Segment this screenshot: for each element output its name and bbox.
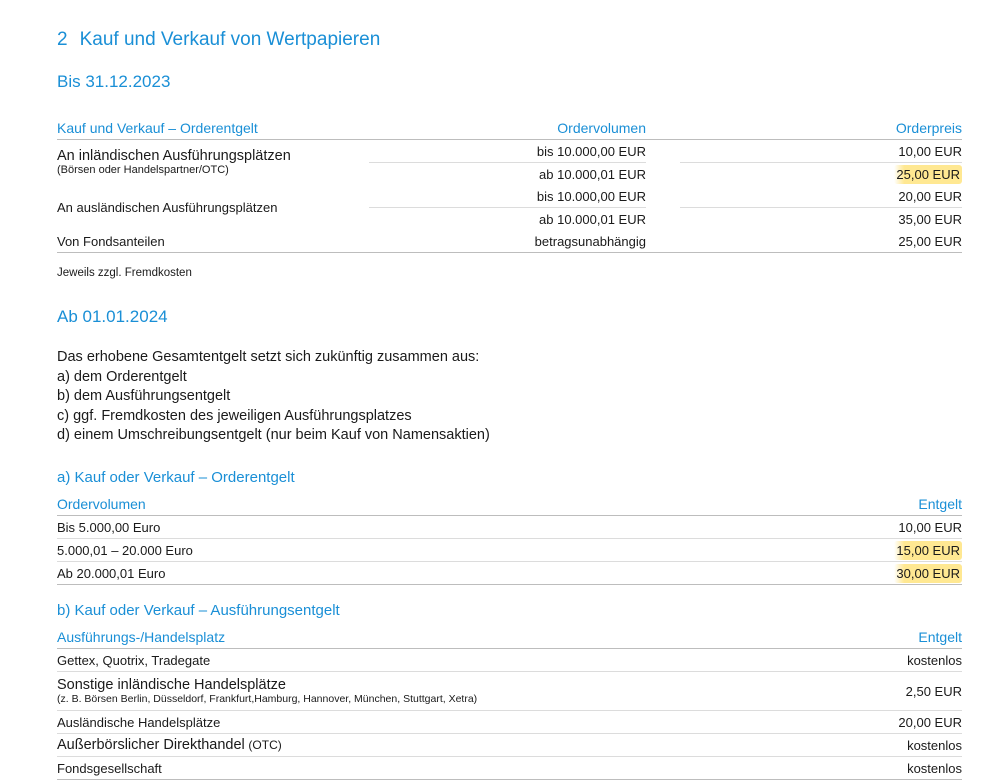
table-header-row (57, 493, 962, 516)
column-header-venue: Ausführungs-/Handelsplatz (57, 626, 843, 649)
row-value: 20,00 EUR (843, 711, 962, 734)
table-b-title: b) Kauf oder Verkauf – Ausführungsentgelt (57, 602, 340, 619)
row-label: 5.000,01 – 20.000 Euro (57, 539, 661, 562)
table-row (57, 539, 962, 562)
column-header-price: Orderpreis (680, 117, 962, 140)
period2-heading: Ab 01.01.2024 (57, 307, 168, 326)
group-domestic-label: An inländischen Ausführungsplätzen (Börsen oder Handelspartner/OTC) (57, 140, 369, 186)
price-cell-highlighted: 25,00 EUR (896, 166, 960, 182)
row-label-suffix: (OTC) (248, 738, 282, 752)
row-label: Ausländische Handelsplätze (57, 711, 843, 734)
table-row (57, 734, 962, 757)
intro-paragraph (57, 348, 490, 446)
volume-cell: ab 10.000,01 EUR (539, 211, 646, 227)
price-cell: 20,00 EUR (680, 185, 962, 208)
row-value: kostenlos (843, 734, 962, 757)
row-value-highlighted: 15,00 EUR (896, 542, 960, 558)
row-value: 2,50 EUR (843, 672, 962, 711)
table-header-row (57, 626, 962, 649)
volume-cell: ab 10.000,01 EUR (539, 166, 646, 182)
table-row (57, 185, 962, 208)
column-header-volume: Ordervolumen (57, 493, 661, 516)
table-a-title: a) Kauf oder Verkauf – Orderentgelt (57, 469, 295, 486)
list-item: a) dem Orderentgelt (57, 368, 187, 385)
row-label: Ab 20.000,01 Euro (57, 562, 661, 585)
row-label: Sonstige inländische Handelsplätze (z. B. Börsen Berlin, Düsseldorf, Frankfurt,Hamburg, Hannover, München, Stuttgart, Xetra) (57, 672, 843, 711)
group-foreign-label: An ausländischen Ausführungsplätzen (57, 200, 278, 215)
table-row (57, 757, 962, 780)
column-header-category: Kauf und Verkauf – Orderentgelt (57, 117, 369, 140)
row-value: kostenlos (843, 649, 962, 672)
row-label: Bis 5.000,00 Euro (57, 516, 661, 539)
column-header-fee: Entgelt (661, 493, 962, 516)
column-header-volume: Ordervolumen (369, 117, 646, 140)
intro-text: Das erhobene Gesamtentgelt setzt sich zukünftig zusammen aus: (57, 349, 480, 365)
table-row (57, 140, 962, 163)
row-label: Außerbörslicher Direkthandel (OTC) (57, 734, 843, 757)
period1-fee-table (57, 117, 962, 253)
list-item: b) dem Ausführungsentgelt (57, 388, 231, 404)
group-domestic-sublabel: (Börsen oder Handelspartner/OTC) (57, 164, 229, 176)
row-value: 10,00 EUR (661, 516, 962, 539)
table-row (57, 562, 962, 585)
volume-cell: betragsunabhängig (369, 230, 646, 253)
order-fee-table (57, 493, 962, 585)
row-sublabel: (z. B. Börsen Berlin, Düsseldorf, Frankfurt,Hamburg, Hannover, München, Stuttgart, Xetra) (57, 692, 478, 705)
list-item: d) einem Umschreibungsentgelt (nur beim Kauf von Namensaktien) (57, 427, 490, 443)
volume-cell: bis 10.000,00 EUR (369, 140, 646, 163)
price-cell: 10,00 EUR (680, 140, 962, 163)
section-number: 2 (57, 29, 68, 50)
row-label: Gettex, Quotrix, Tradegate (57, 649, 843, 672)
volume-cell: bis 10.000,00 EUR (369, 185, 646, 208)
table-header-row (57, 117, 962, 140)
list-item: c) ggf. Fremdkosten des jeweiligen Ausführungsplatzes (57, 407, 412, 424)
table-row (57, 516, 962, 539)
column-header-fee: Entgelt (843, 626, 962, 649)
section-title-text: Kauf und Verkauf von Wertpapieren (79, 29, 381, 50)
section-title (57, 29, 380, 51)
row-value-highlighted: 30,00 EUR (896, 565, 960, 581)
execution-fee-table (57, 626, 962, 780)
period1-heading: Bis 31.12.2023 (57, 72, 171, 91)
price-cell: 35,00 EUR (898, 211, 962, 227)
footnote: Jeweils zzgl. Fremdkosten (57, 267, 192, 279)
table-row (57, 711, 962, 734)
row-label: Fondsgesellschaft (57, 757, 843, 780)
group-funds-label: Von Fondsanteilen (57, 230, 369, 253)
price-cell: 25,00 EUR (680, 230, 962, 253)
table-row (57, 230, 962, 253)
table-row (57, 649, 962, 672)
row-value: kostenlos (843, 757, 962, 780)
table-row (57, 672, 962, 711)
